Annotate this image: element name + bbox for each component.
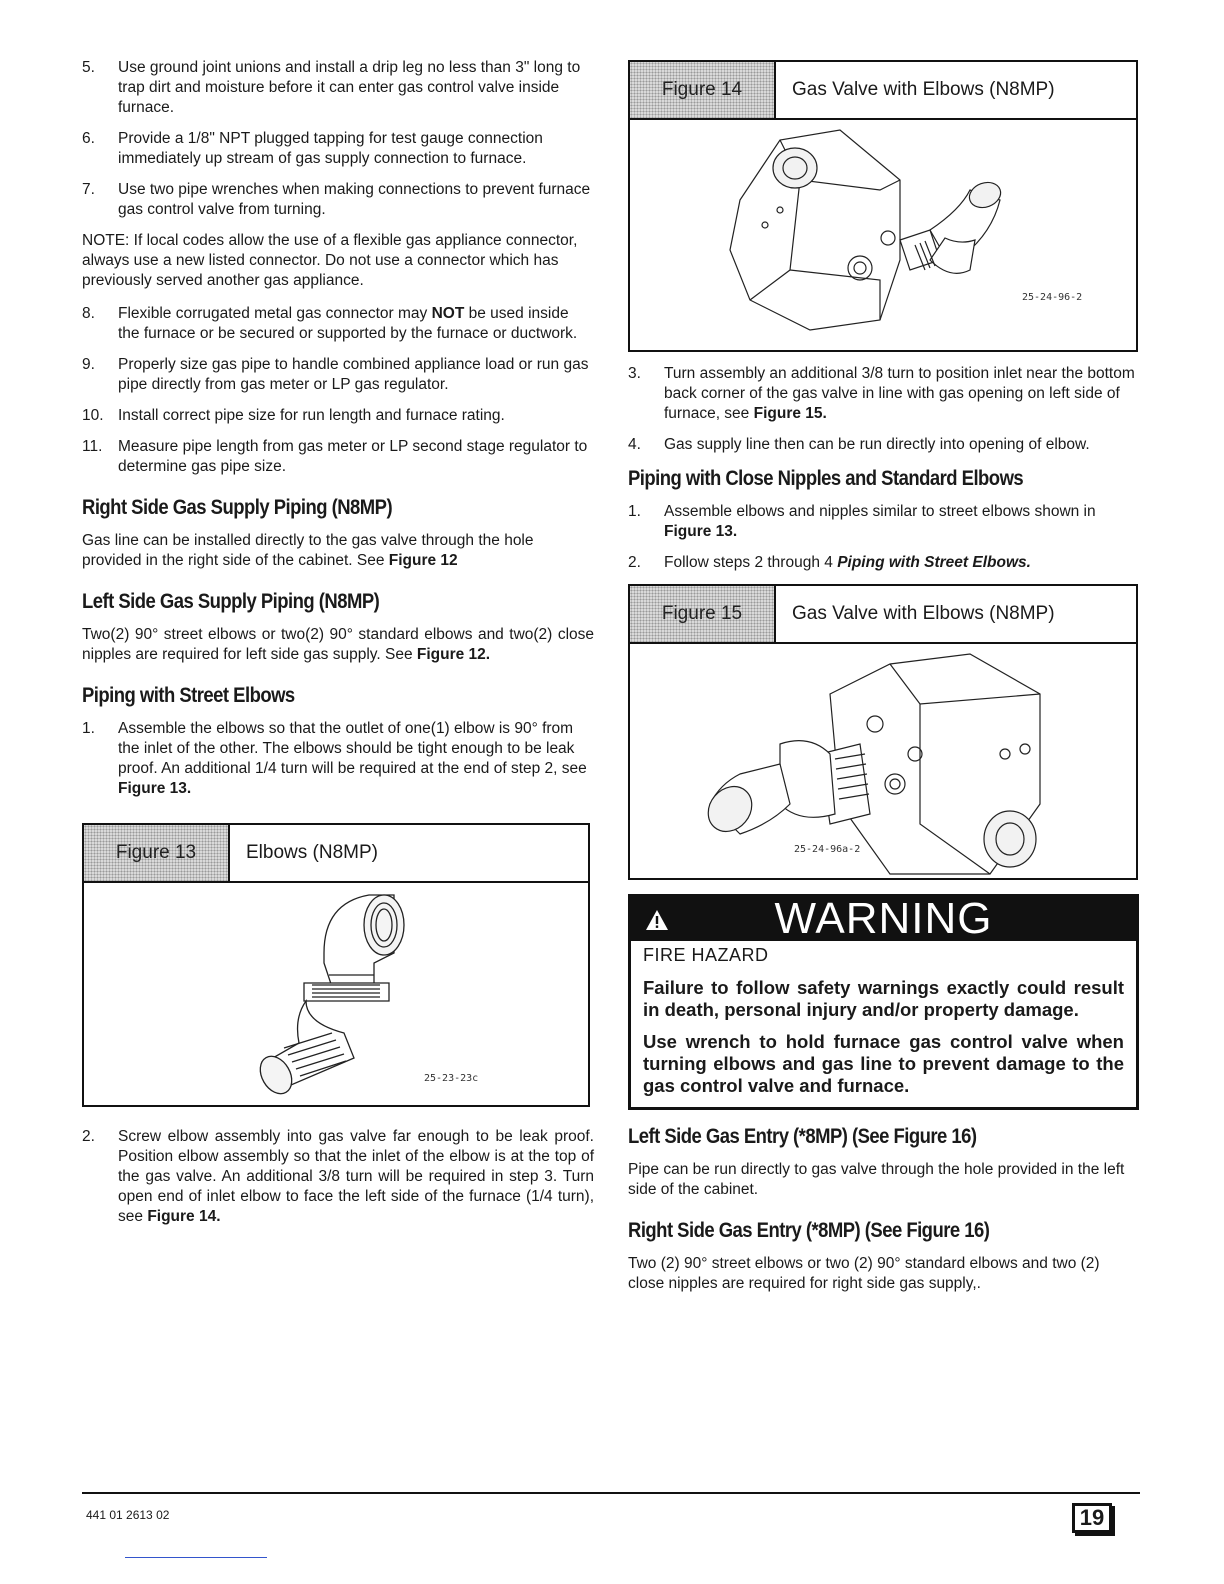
list-item: 1. Assemble elbows and nipples similar to street elbows shown in Figure 13.	[628, 503, 1096, 540]
warning-body	[631, 941, 1136, 1107]
note-paragraph: NOTE: If local codes allow the use of a flexible gas appliance connector, always use a new listed connector. Do not use a connector which has previously served another gas appliance.	[82, 232, 578, 289]
list-item: 7. Use two pipe wrenches when making connections to prevent furnace gas control valve from turning.	[82, 181, 591, 218]
install-list-b	[82, 304, 594, 477]
list-item: 11. Measure pipe length from gas meter or LP second stage regulator to determine gas pipe size.	[82, 438, 588, 475]
warning-box	[628, 894, 1139, 1110]
figure-13	[82, 823, 590, 1107]
street-elbow-steps-cont	[82, 1127, 594, 1227]
heading-close-nipples: Piping with Close Nipples and Standard Elbows	[628, 467, 1024, 490]
close-nipple-steps	[628, 502, 1140, 573]
footer-divider	[82, 1492, 1140, 1494]
elbow-illustration	[84, 883, 588, 1105]
list-item: 2. Follow steps 2 through 4 Piping with Street Elbows.	[628, 554, 1031, 571]
figure-illustration	[630, 120, 1136, 350]
warning-hazard: FIRE HAZARD	[643, 945, 769, 965]
warning-triangle-icon	[645, 909, 669, 931]
left-column	[82, 58, 594, 1238]
street-elbow-steps	[82, 719, 594, 799]
heading-right-side-supply: Right Side Gas Supply Piping (N8MP)	[82, 496, 393, 519]
figure-title: Gas Valve with Elbows (N8MP)	[792, 79, 1055, 100]
figure-title: Elbows (N8MP)	[246, 842, 378, 863]
heading-street-elbows: Piping with Street Elbows	[82, 684, 295, 707]
warning-text: Use wrench to hold furnace gas control valve when turning elbows and gas line to prevent damage to the gas control valve and furnace.	[643, 1031, 1124, 1096]
figure-header	[630, 62, 1136, 120]
figure-tag: Figure 15	[630, 586, 776, 642]
right-side-paragraph: Gas line can be installed directly to the gas valve through the hole provided in the right side of the cabinet. See Figure 12	[82, 532, 534, 569]
figure-15	[628, 584, 1138, 880]
fraction: 1/4	[255, 760, 277, 777]
list-item: 2. Screw elbow assembly into gas valve far enough to be leak proof. Position elbow assembly so that the inlet of the elbow is at the top of the gas valve. An additional 3/8 turn will be required in step 3. Turn open end of inlet elbow to face the left side of the furnace (1/4 turn), see Figure 14.	[82, 1128, 594, 1225]
warning-title: WARNING	[774, 894, 993, 943]
page-number: 19	[1072, 1503, 1112, 1533]
figure-code: 25-23-23c	[424, 1073, 479, 1084]
list-item: 4. Gas supply line then can be run directly into opening of elbow.	[628, 436, 1090, 453]
left-entry-paragraph: Pipe can be run directly to gas valve through the hole provided in the left side of the cabinet.	[628, 1161, 1125, 1198]
figure-14	[628, 60, 1138, 352]
link-underline	[125, 1557, 267, 1558]
left-side-paragraph: Two(2) 90° street elbows or two(2) 90° standard elbows and two(2) close nipples are required for left side gas supply. See Figure 12.	[82, 626, 594, 663]
right-entry-paragraph: Two (2) 90° street elbows or two (2) 90° standard elbows and two (2) close nipples are required for right side gas supply,.	[628, 1255, 1100, 1292]
list-item: 9. Properly size gas pipe to handle combined appliance load or run gas pipe directly from gas meter or LP gas regulator.	[82, 356, 589, 393]
gas-valve-illustration	[630, 644, 1136, 878]
document-code: 441 01 2613 02	[86, 1508, 170, 1522]
list-item: 5. Use ground joint unions and install a drip leg no less than 3" long to trap dirt and moisture before it can enter gas control valve inside furnace.	[82, 59, 581, 116]
figure-illustration	[84, 883, 588, 1105]
figure-header	[630, 586, 1136, 644]
heading-right-entry: Right Side Gas Entry (*8MP) (See Figure 16)	[628, 1219, 990, 1242]
list-item: 8. Flexible corrugated metal gas connector may NOT be used inside the furnace or be secured or supported by the furnace or ductwork.	[82, 305, 578, 342]
fraction: 1/8	[187, 130, 210, 147]
figure-tag: Figure 14	[630, 62, 776, 118]
list-item: 3. Turn assembly an additional 3/8 turn to position inlet near the bottom back corner of the gas valve in line with gas opening on left side of furnace, see Figure 15.	[628, 365, 1135, 422]
heading-left-side-supply: Left Side Gas Supply Piping (N8MP)	[82, 590, 380, 613]
install-list-a	[82, 58, 594, 220]
list-item: 10. Install correct pipe size for run length and furnace rating.	[82, 407, 505, 424]
fraction: 1/4	[531, 1188, 553, 1205]
warning-header	[631, 894, 1136, 943]
right-column	[628, 60, 1140, 1307]
street-elbow-steps-right	[628, 364, 1140, 455]
gas-valve-illustration	[630, 120, 1136, 350]
list-item: 1. Assemble the elbows so that the outlet of one(1) elbow is 90° from the inlet of the other. The elbows should be tight enough to be leak proof. An additional 1/4 turn will be required at the end of step 2, see Figure 13.	[82, 720, 587, 797]
figure-tag: Figure 13	[84, 825, 230, 881]
list-item: 6. Provide a 1/8" NPT plugged tapping for test gauge connection immediately up stream of gas supply connection to furnace.	[82, 130, 543, 167]
figure-code: 25-24-96a-2	[794, 844, 861, 855]
figure-title: Gas Valve with Elbows (N8MP)	[792, 603, 1055, 624]
heading-left-entry: Left Side Gas Entry (*8MP) (See Figure 16)	[628, 1125, 977, 1148]
figure-header	[84, 825, 588, 883]
figure-illustration	[630, 644, 1136, 878]
warning-text: Failure to follow safety warnings exactly could result in death, personal injury and/or property damage.	[643, 977, 1124, 1020]
fraction: 3/8	[861, 365, 884, 382]
fraction: 3/8	[318, 1168, 341, 1185]
figure-code: 25-24-96-2	[1022, 292, 1083, 303]
